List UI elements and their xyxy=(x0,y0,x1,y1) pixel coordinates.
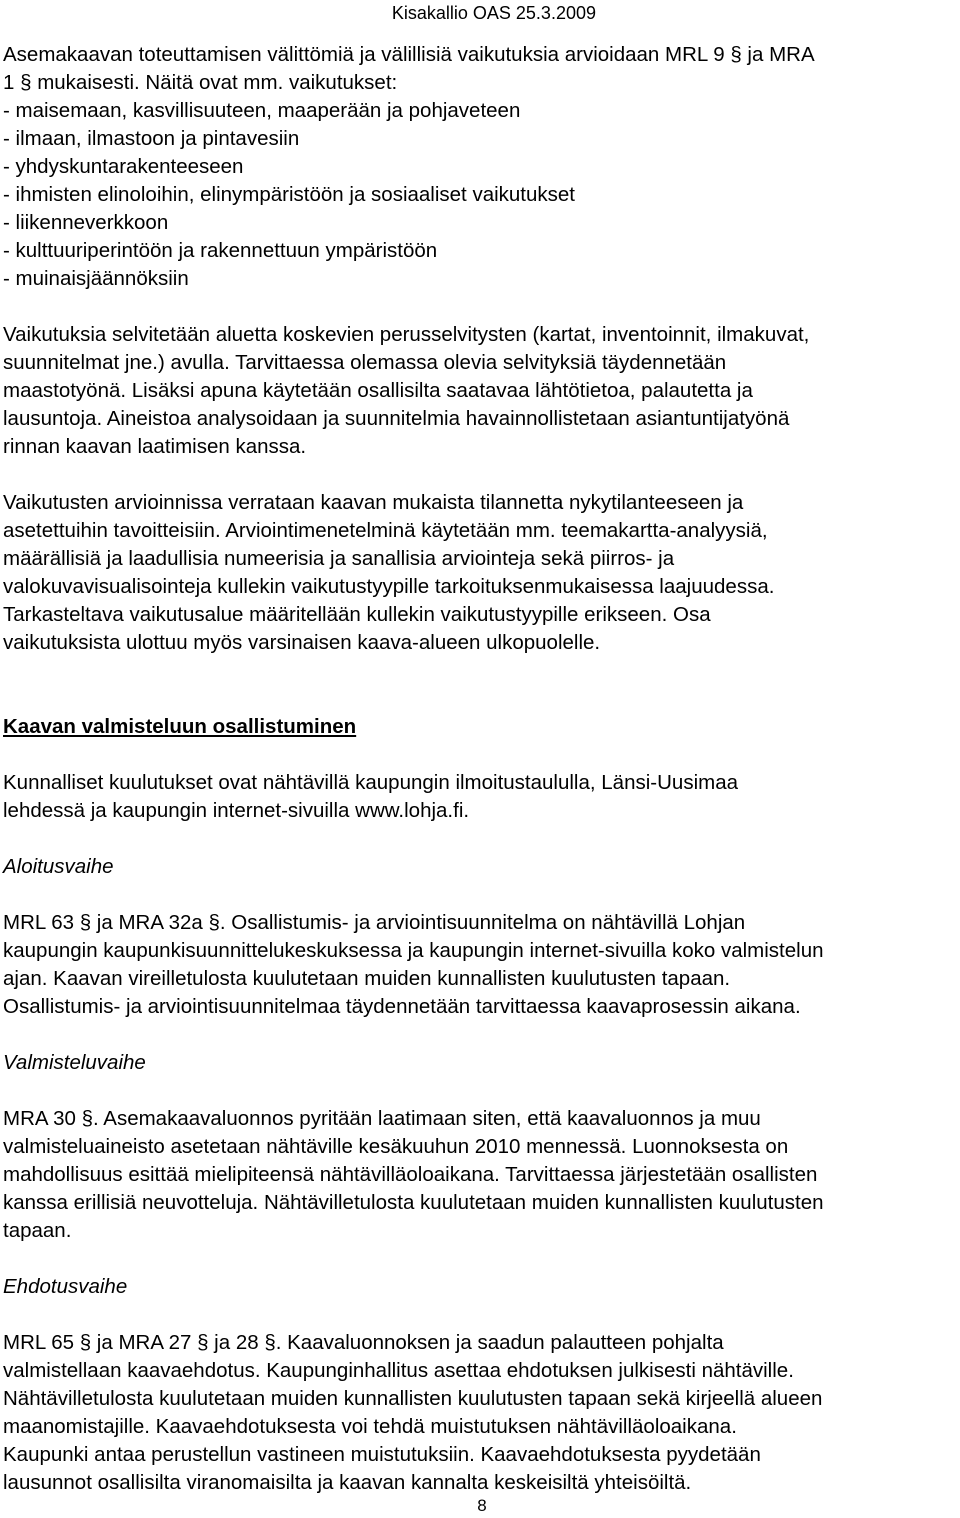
text-line: rinnan kaavan laatimisen kanssa. xyxy=(3,435,307,458)
list-item: - ihmisten elinoloihin, elinympäristöön ja sosiaaliset vaikutukset xyxy=(3,183,575,206)
text-line: valokuvavisualisointeja kullekin vaikutustyypille tarkoituksenmukaisessa laajuudessa. xyxy=(3,575,775,598)
list-item: - muinaisjäännöksiin xyxy=(3,267,189,290)
impacts-list xyxy=(3,97,959,293)
text-line: Tarkasteltava vaikutusalue määritellään kullekin vaikutustyypille erikseen. Osa xyxy=(3,603,711,626)
text-line: MRL 65 § ja MRA 27 § ja 28 §. Kaavaluonnoksen ja saadun palautteen pohjalta xyxy=(3,1331,724,1354)
spacer xyxy=(3,1301,959,1329)
text-line: Osallistumis- ja arviointisuunnitelmaa täydennetään tarvittaessa kaavaprosessin aikana. xyxy=(3,995,801,1018)
spacer xyxy=(3,1077,959,1105)
text-line: vaikutuksista ulottuu myös varsinaisen kaava-alueen ulkopuolelle. xyxy=(3,631,601,654)
impacts-paragraph-assessment xyxy=(3,489,959,657)
text-line: Asemakaavan toteuttamisen välittömiä ja välillisiä vaikutuksia arvioidaan MRL 9 § ja MRA xyxy=(3,43,815,66)
text-line: Vaikutusten arvioinnissa verrataan kaavan mukaista tilannetta nykytilanteeseen ja xyxy=(3,491,744,514)
text-line: ajan. Kaavan vireilletulosta kuulutetaan muiden kunnallisten kuulutusten tapaan. xyxy=(3,967,731,990)
text-line: kanssa erillisiä neuvotteluja. Nähtävilletulosta kuulutetaan muiden kunnallisten kuulutusten xyxy=(3,1191,824,1214)
spacer xyxy=(3,1021,959,1049)
impacts-paragraph-surveys xyxy=(3,321,959,461)
text-line: määrällisiä ja laadullisia numeerisia ja sanallisia arviointeja sekä piirros- ja xyxy=(3,547,675,570)
list-item: - yhdyskuntarakenteeseen xyxy=(3,155,244,178)
spacer xyxy=(3,825,959,853)
text-line: lehdessä ja kaupungin internet-sivuilla www.lohja.fi. xyxy=(3,799,470,822)
list-item: - liikenneverkkoon xyxy=(3,211,169,234)
section-heading: Kaavan valmisteluun osallistuminen xyxy=(3,715,357,738)
phase-preparation-text xyxy=(3,1105,959,1245)
text-line: tapaan. xyxy=(3,1219,72,1242)
text-line: Nähtävilletulosta kuulutetaan muiden kunnallisten kuulutusten tapaan sekä kirjeellä alueen xyxy=(3,1387,823,1410)
text-line: mahdollisuus esittää mielipiteensä nähtävilläoloaikana. Tarvittaessa järjestetään osallisten xyxy=(3,1163,818,1186)
text-line: Kaupunki antaa perustellun vastineen muistutuksiin. Kaavaehdotuksesta pyydetään xyxy=(3,1443,761,1466)
page-content xyxy=(3,41,959,1497)
spacer xyxy=(3,1245,959,1273)
impacts-intro xyxy=(3,41,959,97)
list-item: - ilmaan, ilmastoon ja pintavesiin xyxy=(3,127,300,150)
spacer xyxy=(3,293,959,321)
page-number: 8 xyxy=(477,1496,487,1515)
text-line: valmisteluaineisto asetetaan nähtäville kesäkuuhun 2010 mennessä. Luonnoksesta on xyxy=(3,1135,789,1158)
text-line: valmistellaan kaavaehdotus. Kaupunginhallitus asettaa ehdotuksen julkisesti nähtäville. xyxy=(3,1359,794,1382)
spacer xyxy=(3,657,959,713)
text-line: kaupungin kaupunkisuunnittelukeskuksessa ja kaupungin internet-sivuilla koko valmistelun xyxy=(3,939,824,962)
spacer xyxy=(3,461,959,489)
phase-proposal-text xyxy=(3,1329,959,1497)
text-line: Vaikutuksia selvitetään aluetta koskevien perusselvitysten (kartat, inventoinnit, ilmakuvat, xyxy=(3,323,810,346)
participation-intro xyxy=(3,769,959,825)
text-line: asetettuihin tavoitteisiin. Arviointimenetelminä käytetään mm. teemakartta-analyysiä, xyxy=(3,519,768,542)
text-line: lausuntoja. Aineistoa analysoidaan ja suunnitelmia havainnollistetaan asiantuntijatyönä xyxy=(3,407,790,430)
text-line: lausunnot osallisilta viranomaisilta ja kaavan kannalta keskeisiltä yhteisöiltä. xyxy=(3,1471,692,1494)
phase-heading-proposal: Ehdotusvaihe xyxy=(3,1275,128,1298)
text-line: 1 § mukaisesti. Näitä ovat mm. vaikutukset: xyxy=(3,71,398,94)
spacer xyxy=(3,881,959,909)
text-line: suunnitelmat jne.) avulla. Tarvittaessa olemassa olevia selvityksiä täydennetään xyxy=(3,351,727,374)
phase-heading-start: Aloitusvaihe xyxy=(3,855,114,878)
phase-heading-preparation: Valmisteluvaihe xyxy=(3,1051,146,1074)
text-line: maastotyönä. Lisäksi apuna käytetään osallisilta saatavaa lähtötietoa, palautetta ja xyxy=(3,379,753,402)
document-header: Kisakallio OAS 25.3.2009 xyxy=(391,3,596,23)
text-line: MRA 30 §. Asemakaavaluonnos pyritään laatimaan siten, että kaavaluonnos ja muu xyxy=(3,1107,761,1130)
text-line: Kunnalliset kuulutukset ovat nähtävillä kaupungin ilmoitustaululla, Länsi-Uusimaa xyxy=(3,771,739,794)
list-item: - kulttuuriperintöön ja rakennettuun ympäristöön xyxy=(3,239,438,262)
phase-start-text xyxy=(3,909,959,1021)
list-item: - maisemaan, kasvillisuuteen, maaperään ja pohjaveteen xyxy=(3,99,521,122)
text-line: maanomistajille. Kaavaehdotuksesta voi tehdä muistutuksen nähtävilläoloaikana. xyxy=(3,1415,737,1438)
text-line: MRL 63 § ja MRA 32a §. Osallistumis- ja arviointisuunnitelma on nähtävillä Lohjan xyxy=(3,911,746,934)
spacer xyxy=(3,741,959,769)
